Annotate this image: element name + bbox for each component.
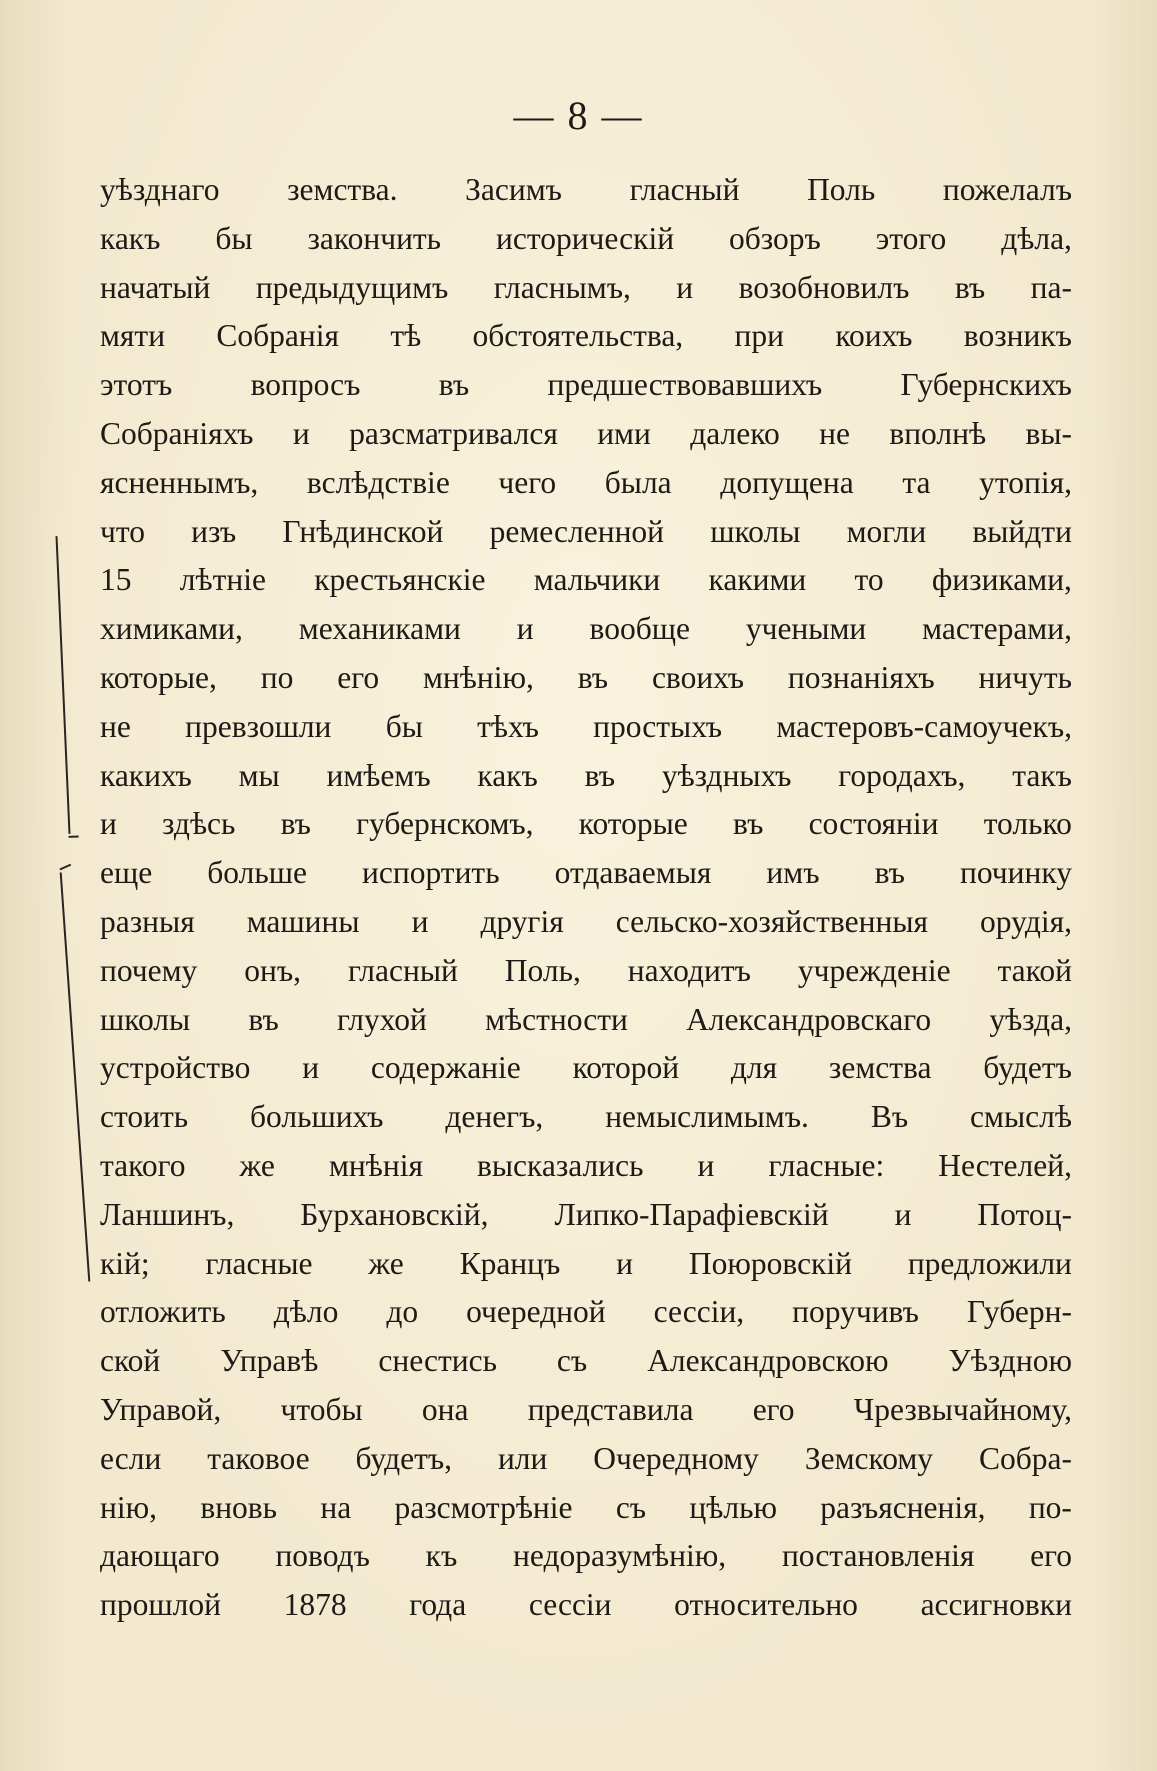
word: Засимъ bbox=[465, 172, 562, 207]
word: физиками, bbox=[931, 562, 1072, 598]
word: гласнымъ, bbox=[493, 269, 631, 305]
word: не bbox=[100, 708, 131, 744]
word: тѣ bbox=[390, 318, 422, 354]
text-line bbox=[100, 1337, 1072, 1386]
word: дѣла, bbox=[1001, 220, 1072, 256]
word: могли bbox=[846, 513, 927, 549]
word: начатый bbox=[100, 269, 211, 305]
word: недоразумѣнію, bbox=[513, 1538, 727, 1574]
word: мы bbox=[238, 757, 280, 793]
word: постановленія bbox=[781, 1538, 975, 1574]
word: па- bbox=[1030, 269, 1072, 305]
text-line bbox=[100, 166, 1072, 215]
word: какъ bbox=[100, 220, 161, 256]
word: гласные: bbox=[768, 1147, 885, 1183]
text-line bbox=[100, 1435, 1072, 1484]
word: школы bbox=[710, 513, 801, 549]
word: утопія, bbox=[979, 464, 1072, 500]
word: и bbox=[676, 269, 694, 305]
word: большихъ bbox=[250, 1099, 384, 1135]
word: по- bbox=[1028, 1489, 1072, 1525]
word: при bbox=[734, 318, 784, 354]
word: въ bbox=[732, 806, 764, 842]
word: денегъ, bbox=[445, 1099, 544, 1135]
word: поводъ bbox=[275, 1538, 370, 1574]
word: этого bbox=[875, 220, 947, 256]
word: сессіи bbox=[528, 1587, 612, 1623]
text-line bbox=[100, 1142, 1072, 1191]
text-line bbox=[100, 947, 1072, 996]
word: въ bbox=[874, 855, 905, 891]
word: и bbox=[697, 1147, 715, 1183]
word: же bbox=[239, 1147, 275, 1183]
word: вопросъ bbox=[250, 367, 361, 403]
text-line bbox=[100, 215, 1072, 264]
word: и bbox=[302, 1050, 320, 1086]
word: городахъ, bbox=[838, 757, 966, 793]
word: познаніяхъ bbox=[787, 659, 935, 695]
word: въ bbox=[954, 269, 986, 305]
word: пожелалъ bbox=[942, 172, 1072, 207]
word: находитъ bbox=[627, 952, 751, 988]
text-line bbox=[100, 459, 1072, 508]
word: крестьянскіе bbox=[314, 562, 486, 598]
word: Ланшинъ, bbox=[100, 1196, 235, 1232]
text-line bbox=[100, 1191, 1072, 1240]
word: Потоц- bbox=[977, 1196, 1072, 1232]
word: снестись bbox=[378, 1343, 497, 1379]
word: Кранцъ bbox=[459, 1245, 561, 1281]
word: была bbox=[604, 464, 672, 500]
word: уѣзда, bbox=[989, 1001, 1072, 1037]
word: въ bbox=[584, 757, 616, 793]
text-line bbox=[100, 1484, 1072, 1533]
margin-bracket-mark bbox=[60, 872, 91, 1281]
word: Очередному bbox=[593, 1440, 759, 1476]
margin-bracket-mark bbox=[56, 536, 71, 834]
word: возобновилъ bbox=[738, 269, 910, 305]
word: простыхъ bbox=[593, 708, 723, 744]
word: своихъ bbox=[651, 659, 745, 695]
word: Поюровскій bbox=[688, 1245, 852, 1281]
text-line bbox=[100, 508, 1072, 557]
word: представила bbox=[527, 1391, 694, 1427]
word: въ bbox=[280, 806, 311, 842]
word: поручивъ bbox=[792, 1294, 919, 1330]
text-line bbox=[100, 849, 1072, 898]
word: какихъ bbox=[100, 757, 192, 793]
word: та bbox=[902, 464, 931, 500]
word: такого bbox=[100, 1147, 186, 1183]
word: Поль bbox=[807, 172, 876, 207]
word: стоить bbox=[100, 1099, 189, 1135]
word: испортить bbox=[362, 855, 500, 891]
word: почему bbox=[100, 952, 198, 988]
word: если bbox=[100, 1440, 162, 1476]
word: для bbox=[730, 1050, 778, 1086]
word: механиками bbox=[298, 611, 461, 647]
word: бы bbox=[215, 220, 253, 256]
word: въ bbox=[577, 659, 609, 695]
word: ими bbox=[597, 415, 651, 451]
word: коихъ bbox=[835, 318, 913, 354]
word: отдаваемыя bbox=[554, 855, 712, 891]
word: какими bbox=[708, 562, 807, 598]
word: предшествовавшихъ bbox=[547, 367, 823, 403]
word: починку bbox=[960, 855, 1072, 891]
word: учрежденіе bbox=[797, 952, 951, 988]
word: мнѣнія bbox=[328, 1147, 423, 1183]
word: и bbox=[894, 1196, 912, 1232]
text-line bbox=[100, 1288, 1072, 1337]
text-line bbox=[100, 1386, 1072, 1435]
word: обстоятельства, bbox=[472, 318, 684, 354]
word: изъ bbox=[191, 513, 237, 549]
text-line bbox=[100, 312, 1072, 361]
word: земства bbox=[828, 1050, 932, 1086]
word: смыслѣ bbox=[970, 1099, 1072, 1135]
word: вы- bbox=[1025, 415, 1072, 451]
word: и bbox=[411, 903, 429, 939]
word: далеко bbox=[690, 415, 780, 451]
word: историческій bbox=[496, 220, 675, 256]
word: этотъ bbox=[100, 367, 173, 403]
word: устройство bbox=[100, 1050, 251, 1086]
word: прошлой bbox=[100, 1587, 221, 1623]
word: бы bbox=[385, 708, 423, 744]
word: по bbox=[260, 659, 294, 695]
text-line bbox=[100, 264, 1072, 313]
word: школы bbox=[100, 1001, 191, 1037]
word: только bbox=[983, 806, 1072, 842]
word: имъ bbox=[766, 855, 820, 891]
word: будетъ, bbox=[355, 1440, 453, 1476]
word: губернскомъ, bbox=[356, 806, 534, 842]
word: вслѣдствіе bbox=[306, 464, 450, 500]
word: закончить bbox=[307, 220, 442, 256]
word: больше bbox=[207, 855, 307, 891]
word: что bbox=[100, 513, 145, 549]
word: мѣстности bbox=[485, 1001, 628, 1037]
word: такой bbox=[997, 952, 1072, 988]
word: съ bbox=[615, 1489, 647, 1525]
word: и bbox=[292, 415, 310, 451]
text-line bbox=[100, 1581, 1072, 1630]
text-line bbox=[100, 996, 1072, 1045]
word: которой bbox=[572, 1050, 680, 1086]
word: гласные bbox=[205, 1245, 313, 1281]
word: будетъ bbox=[983, 1050, 1072, 1086]
word: Собранія bbox=[216, 318, 339, 354]
word: или bbox=[497, 1440, 548, 1476]
word: машины bbox=[246, 903, 360, 939]
word: которые bbox=[578, 806, 688, 842]
word: его bbox=[1030, 1538, 1072, 1574]
word: еще bbox=[100, 855, 153, 891]
word: чего bbox=[498, 464, 557, 500]
word: немыслимымъ. bbox=[605, 1099, 809, 1135]
word: вновь bbox=[200, 1489, 278, 1525]
text-line bbox=[100, 898, 1072, 947]
word: сессіи, bbox=[653, 1294, 745, 1330]
word: Нестелей, bbox=[938, 1147, 1072, 1183]
word: имѣемъ bbox=[326, 757, 431, 793]
text-line bbox=[100, 752, 1072, 801]
word: состояніи bbox=[808, 806, 939, 842]
word: Собра- bbox=[978, 1440, 1072, 1476]
word: до bbox=[386, 1294, 419, 1330]
word: разсмотрѣніе bbox=[394, 1489, 573, 1525]
word: онъ, bbox=[244, 952, 302, 988]
word: разныя bbox=[100, 903, 195, 939]
word: съ bbox=[556, 1343, 588, 1379]
word: Гнѣдинской bbox=[282, 513, 444, 549]
word: 1878 bbox=[283, 1587, 347, 1623]
word: Александровскаго bbox=[686, 1001, 932, 1037]
word: его bbox=[337, 659, 380, 695]
word: чтобы bbox=[280, 1391, 363, 1427]
word: тѣхъ bbox=[477, 708, 539, 744]
word: возникъ bbox=[963, 318, 1072, 354]
word: Земскому bbox=[804, 1440, 934, 1476]
word: предложили bbox=[907, 1245, 1072, 1281]
word: Чрезвычайному, bbox=[853, 1391, 1072, 1427]
word: разъясненія, bbox=[820, 1489, 986, 1525]
word: и bbox=[100, 806, 117, 842]
word: ремесленной bbox=[489, 513, 665, 549]
word: другія bbox=[480, 903, 564, 939]
word: гласный bbox=[347, 952, 458, 988]
word: вообще bbox=[589, 611, 690, 647]
word: въ bbox=[438, 367, 470, 403]
word: ассигновки bbox=[920, 1587, 1072, 1623]
word: превзошли bbox=[185, 708, 332, 744]
word: высказались bbox=[477, 1147, 644, 1183]
text-line bbox=[100, 361, 1072, 410]
word: сельско-хозяйственныя bbox=[615, 903, 928, 939]
text-line bbox=[100, 800, 1072, 849]
word: къ bbox=[425, 1538, 458, 1574]
word: уѣздныхъ bbox=[661, 757, 792, 793]
text-line bbox=[100, 410, 1072, 459]
word: нію, bbox=[100, 1489, 158, 1525]
word: допущена bbox=[720, 464, 854, 500]
text-line bbox=[100, 1240, 1072, 1289]
text-line bbox=[100, 703, 1072, 752]
word: такъ bbox=[1012, 757, 1072, 793]
word: земства. bbox=[287, 172, 398, 207]
word: мяти bbox=[100, 318, 166, 354]
page-number: — 8 — bbox=[513, 93, 644, 138]
word: разсматривался bbox=[349, 415, 558, 451]
word: Управой, bbox=[100, 1391, 222, 1427]
word: Губернскихъ bbox=[900, 367, 1072, 403]
word: таковое bbox=[207, 1440, 310, 1476]
word: лѣтніе bbox=[179, 562, 266, 598]
word: очередной bbox=[466, 1294, 606, 1330]
text-line bbox=[100, 654, 1072, 703]
word: въ bbox=[248, 1001, 279, 1037]
word: выйдти bbox=[972, 513, 1072, 549]
word: отложить bbox=[100, 1294, 226, 1330]
word: содержаніе bbox=[370, 1050, 521, 1086]
text-line bbox=[100, 556, 1072, 605]
word: и bbox=[516, 611, 534, 647]
word: учеными bbox=[745, 611, 867, 647]
word: Уѣздною bbox=[948, 1343, 1072, 1379]
word: года bbox=[409, 1587, 467, 1623]
word: обзоръ bbox=[729, 220, 821, 256]
word: уѣзднаго bbox=[100, 172, 220, 207]
word: Липко-Парафіевскій bbox=[554, 1196, 829, 1232]
word: ясненнымъ, bbox=[100, 464, 259, 500]
text-line bbox=[100, 1532, 1072, 1581]
word: относительно bbox=[674, 1587, 858, 1623]
word: не bbox=[819, 415, 850, 451]
word: она bbox=[421, 1391, 469, 1427]
word: и bbox=[616, 1245, 634, 1281]
word: орудія, bbox=[979, 903, 1072, 939]
word: мастерами, bbox=[922, 611, 1072, 647]
word: глухой bbox=[336, 1001, 427, 1037]
body-text bbox=[100, 166, 1072, 1630]
word: гласный bbox=[629, 172, 740, 207]
text-line bbox=[100, 1093, 1072, 1142]
word: ничуть bbox=[978, 659, 1072, 695]
word: дающаго bbox=[100, 1538, 220, 1574]
word: какъ bbox=[477, 757, 538, 793]
word: химиками, bbox=[100, 611, 243, 647]
word: Въ bbox=[870, 1099, 909, 1135]
word: мастеровъ-самоучекъ, bbox=[776, 708, 1072, 744]
text-line bbox=[100, 1044, 1072, 1093]
word: мнѣнію, bbox=[422, 659, 534, 695]
word: ской bbox=[100, 1343, 161, 1379]
word: вполнѣ bbox=[889, 415, 987, 451]
word: его bbox=[752, 1391, 795, 1427]
word: Поль, bbox=[504, 952, 581, 988]
word: Бурхановскій, bbox=[300, 1196, 489, 1232]
word: предыдущимъ bbox=[255, 269, 449, 305]
word: то bbox=[854, 562, 884, 598]
word: мальчики bbox=[533, 562, 661, 598]
word: дѣло bbox=[273, 1294, 339, 1330]
word: которые, bbox=[100, 659, 217, 695]
word: цѣлью bbox=[689, 1489, 777, 1525]
text-line bbox=[100, 605, 1072, 654]
word: 15 bbox=[100, 562, 132, 598]
word: кій; bbox=[100, 1245, 150, 1281]
word: Александровскою bbox=[647, 1343, 889, 1379]
word: же bbox=[368, 1245, 404, 1281]
word: Губерн- bbox=[966, 1294, 1072, 1330]
word: здѣсь bbox=[162, 806, 236, 842]
word: Управѣ bbox=[220, 1343, 319, 1379]
word: Собраніяхъ bbox=[100, 415, 254, 451]
word: на bbox=[320, 1489, 352, 1525]
